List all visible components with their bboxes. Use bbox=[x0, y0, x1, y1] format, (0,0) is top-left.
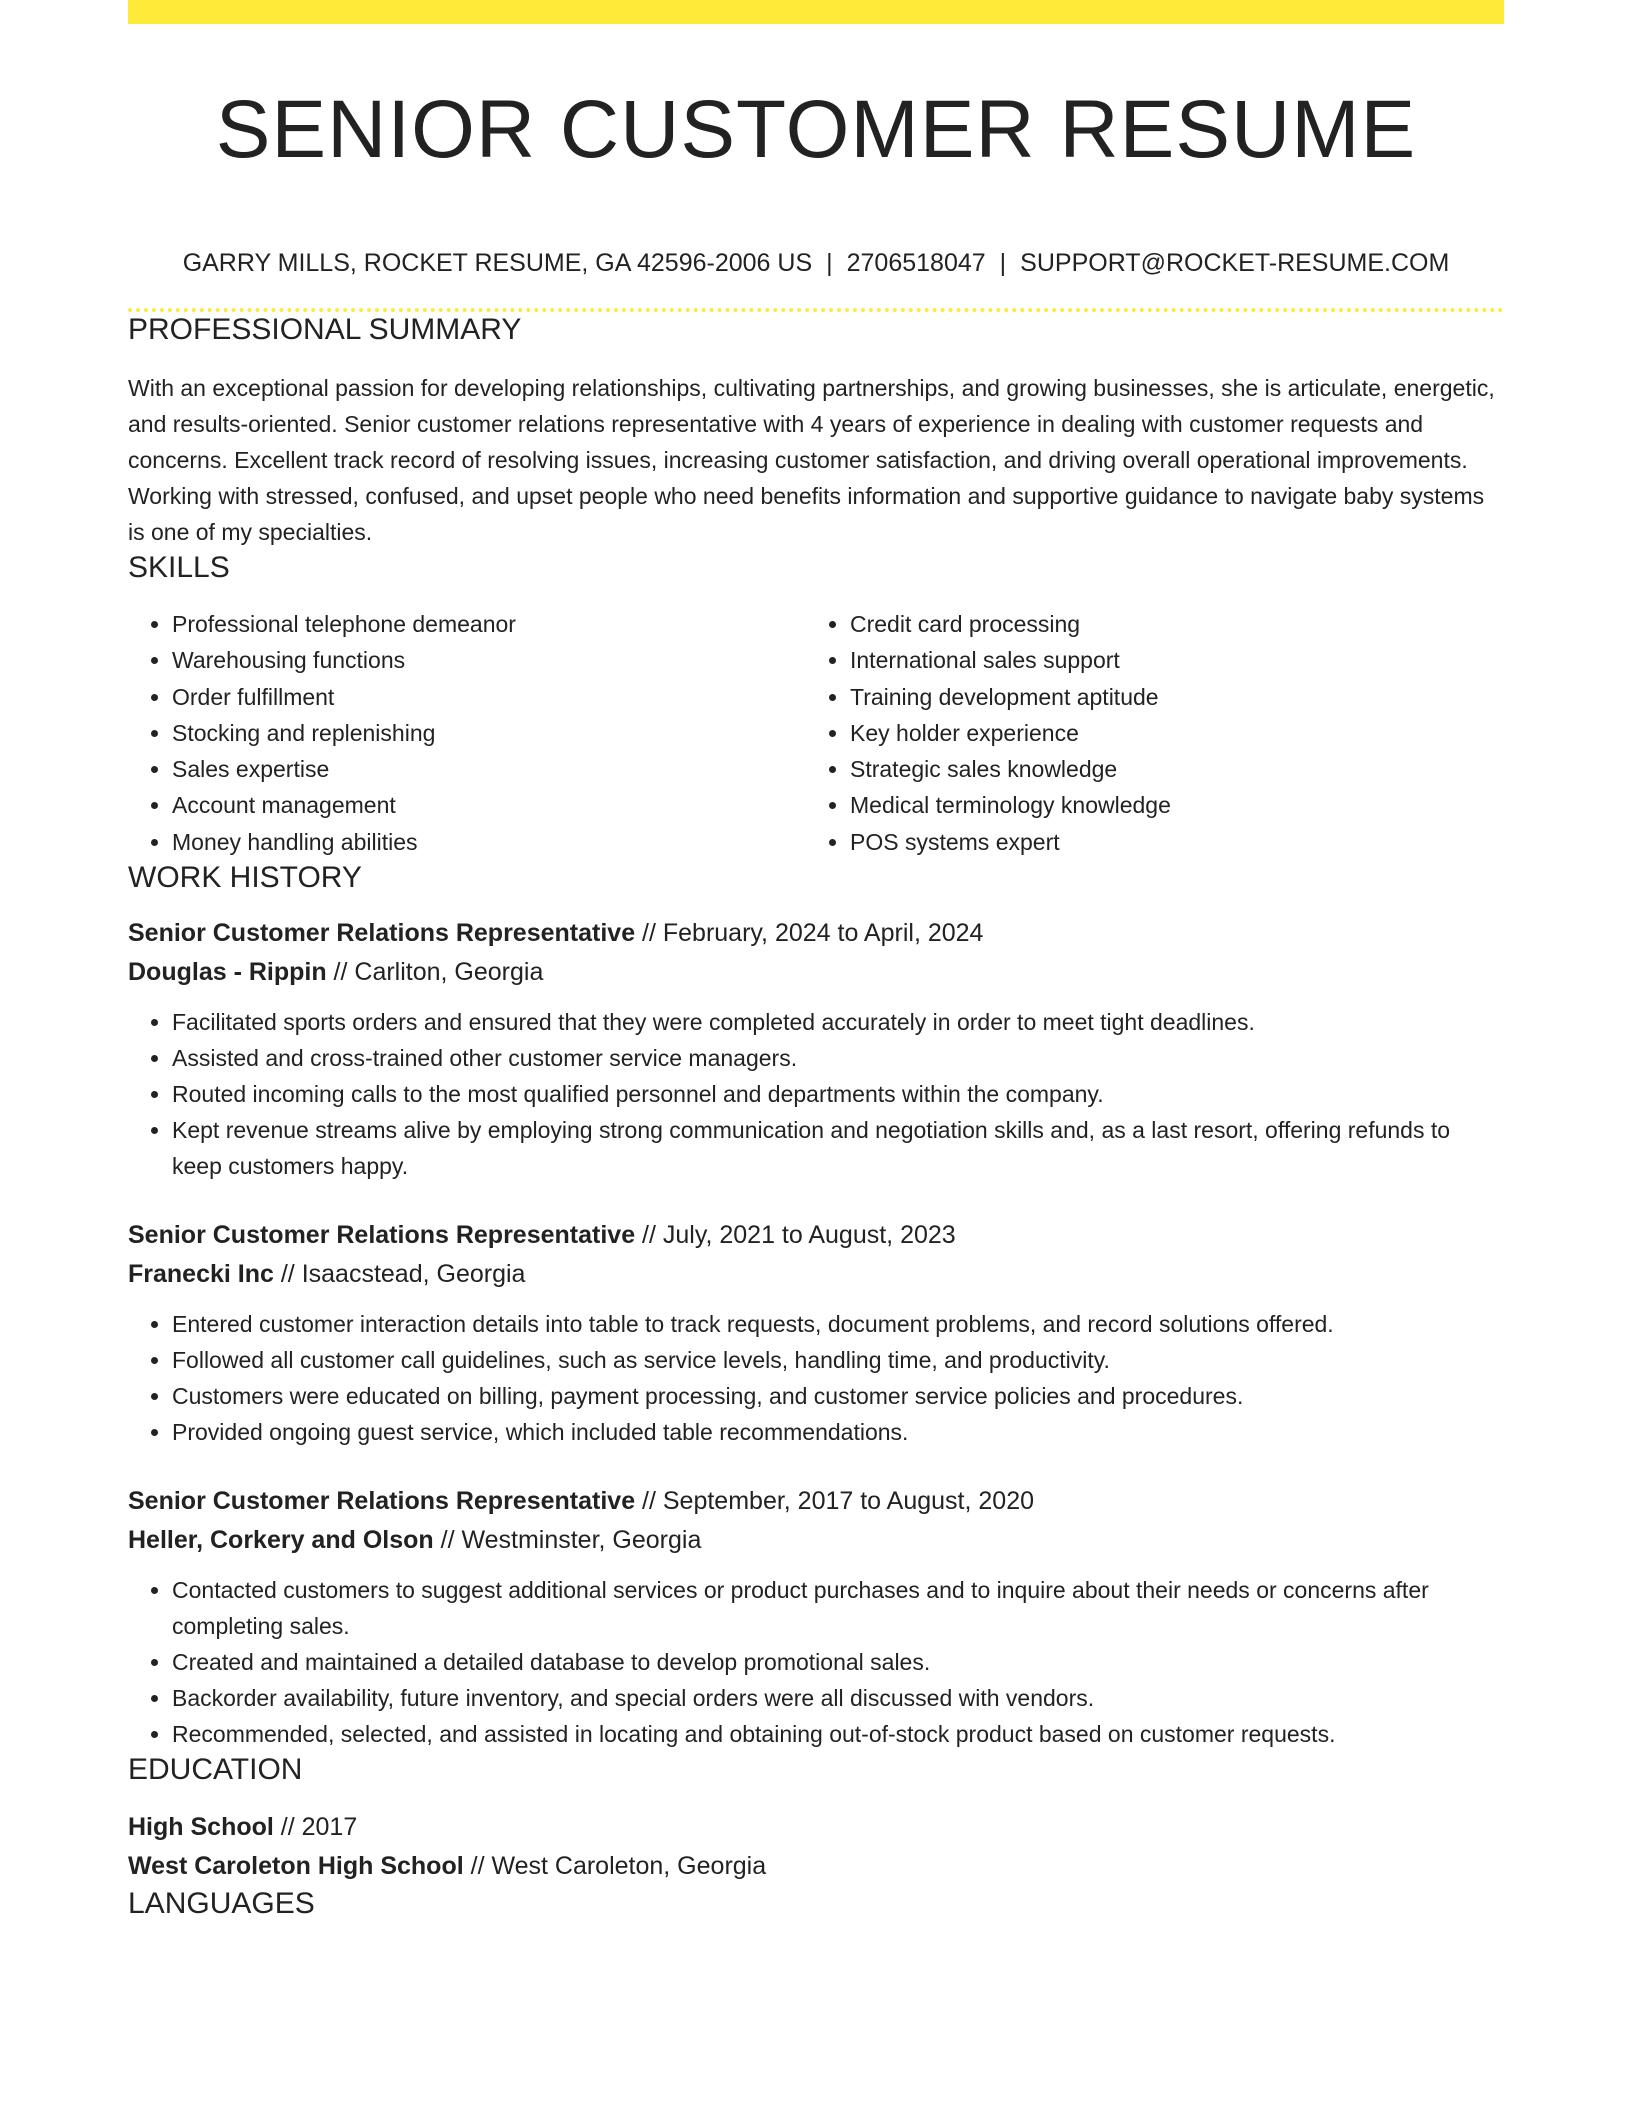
contact-email: SUPPORT@ROCKET-RESUME.COM bbox=[1020, 249, 1450, 277]
skill-item: • Warehousing functions bbox=[172, 642, 806, 678]
skill-item: • Order fulfillment bbox=[172, 679, 806, 715]
job-bullet: • Followed all customer call guidelines, such as service levels, handling time, and productivity. bbox=[172, 1342, 1504, 1378]
skill-item: • Money handling abilities bbox=[172, 824, 806, 860]
job-role-line bbox=[128, 1216, 1504, 1255]
job-bullet: • Provided ongoing guest service, which included table recommendations. bbox=[172, 1414, 1504, 1450]
education-entry bbox=[128, 1808, 1504, 1886]
skill-item: • Stocking and replenishing bbox=[172, 715, 806, 751]
skill-item: • Professional telephone demeanor bbox=[172, 606, 806, 642]
contact-separator: | bbox=[999, 249, 1007, 277]
skills-left-list bbox=[128, 606, 806, 860]
skills-right-list bbox=[806, 606, 1484, 860]
job-location: // Isaacstead, Georgia bbox=[273, 1260, 526, 1289]
resume-title: SENIOR CUSTOMER RESUME bbox=[215, 84, 1417, 175]
resume-content bbox=[128, 0, 1504, 1922]
job-company: Heller, Corkery and Olson bbox=[128, 1526, 434, 1555]
job-location: // Westminster, Georgia bbox=[433, 1526, 702, 1555]
job-entry bbox=[128, 914, 1504, 1184]
education-school-line bbox=[128, 1847, 1504, 1886]
job-role: Senior Customer Relations Representative bbox=[128, 1487, 636, 1516]
job-bullets bbox=[128, 1004, 1504, 1184]
job-bullet: • Customers were educated on billing, payment processing, and customer service policies and procedures. bbox=[172, 1378, 1504, 1414]
job-location: // Carliton, Georgia bbox=[326, 958, 544, 987]
job-bullet: • Created and maintained a detailed database to develop promotional sales. bbox=[172, 1644, 1504, 1680]
job-role: Senior Customer Relations Representative bbox=[128, 1221, 636, 1250]
job-company: Douglas - Rippin bbox=[128, 958, 327, 987]
job-company-line bbox=[128, 1521, 1504, 1560]
work-history-heading: WORK HISTORY bbox=[128, 861, 362, 895]
job-dates: // September, 2017 to August, 2020 bbox=[635, 1487, 1034, 1516]
education-location: // West Caroleton, Georgia bbox=[463, 1852, 767, 1881]
job-role-line bbox=[128, 1482, 1504, 1521]
job-bullet: • Kept revenue streams alive by employing strong communication and negotiation skills and, as a last resort, offering refunds to keep customers happy. bbox=[172, 1112, 1504, 1184]
skills-columns bbox=[128, 606, 1504, 860]
job-bullets bbox=[128, 1306, 1504, 1450]
education-degree: High School bbox=[128, 1813, 274, 1842]
skill-item: • Strategic sales knowledge bbox=[850, 751, 1484, 787]
summary-heading: PROFESSIONAL SUMMARY bbox=[128, 313, 522, 346]
job-bullet: • Routed incoming calls to the most qualified personnel and departments within the company. bbox=[172, 1076, 1504, 1112]
skill-item: • International sales support bbox=[850, 642, 1484, 678]
education-year: // 2017 bbox=[273, 1813, 358, 1842]
job-entry bbox=[128, 1216, 1504, 1450]
languages-heading: LANGUAGES bbox=[128, 1887, 315, 1921]
education-heading: EDUCATION bbox=[128, 1753, 303, 1787]
job-dates: // February, 2024 to April, 2024 bbox=[635, 919, 984, 948]
job-company: Franecki Inc bbox=[128, 1260, 274, 1289]
skill-item: • POS systems expert bbox=[850, 824, 1484, 860]
job-bullet: • Entered customer interaction details into table to track requests, document problems, and record solutions offered. bbox=[172, 1306, 1504, 1342]
job-bullets bbox=[128, 1572, 1504, 1752]
job-dates: // July, 2021 to August, 2023 bbox=[635, 1221, 956, 1250]
skill-item: • Training development aptitude bbox=[850, 679, 1484, 715]
contact-phone: 2706518047 bbox=[846, 249, 986, 277]
education-degree-line bbox=[128, 1808, 1504, 1847]
skills-heading: SKILLS bbox=[128, 551, 230, 584]
skill-item: • Account management bbox=[172, 787, 806, 823]
job-bullet: • Facilitated sports orders and ensured that they were completed accurately in order to meet tight deadlines. bbox=[172, 1004, 1504, 1040]
skill-item: • Key holder experience bbox=[850, 715, 1484, 751]
job-company-line bbox=[128, 1255, 1504, 1294]
summary-text: With an exceptional passion for developing relationships, cultivating partnerships, and growing businesses, she is articulate, energetic, and results-oriented. Senior customer relations representative with 4 years of experience in dealing with customer requests and concerns. Excellent track record of resolving issues, increasing customer satisfaction, and driving overall operational improvements. Working with stressed, confused, and upset people who need benefits information and supportive guidance to navigate baby systems is one of my specialties. bbox=[128, 375, 1495, 545]
job-entry bbox=[128, 1482, 1504, 1752]
contact-separator: | bbox=[826, 249, 833, 277]
job-bullet: • Assisted and cross-trained other customer service managers. bbox=[172, 1040, 1504, 1076]
education-school: West Caroleton High School bbox=[128, 1852, 464, 1881]
contact-line bbox=[128, 248, 1504, 278]
contact-address: GARRY MILLS, ROCKET RESUME, GA 42596-2006 US bbox=[182, 249, 813, 277]
skill-item: • Sales expertise bbox=[172, 751, 806, 787]
skill-item: • Medical terminology knowledge bbox=[850, 787, 1484, 823]
job-role: Senior Customer Relations Representative bbox=[128, 919, 636, 948]
job-company-line bbox=[128, 953, 1504, 992]
skill-item: • Credit card processing bbox=[850, 606, 1484, 642]
job-bullet: • Contacted customers to suggest additional services or product purchases and to inquire about their needs or concerns after completing sales. bbox=[172, 1572, 1504, 1644]
job-bullet: • Backorder availability, future inventory, and special orders were all discussed with vendors. bbox=[172, 1680, 1504, 1716]
job-role-line bbox=[128, 914, 1504, 953]
job-bullet: • Recommended, selected, and assisted in locating and obtaining out-of-stock product based on customer requests. bbox=[172, 1716, 1504, 1752]
